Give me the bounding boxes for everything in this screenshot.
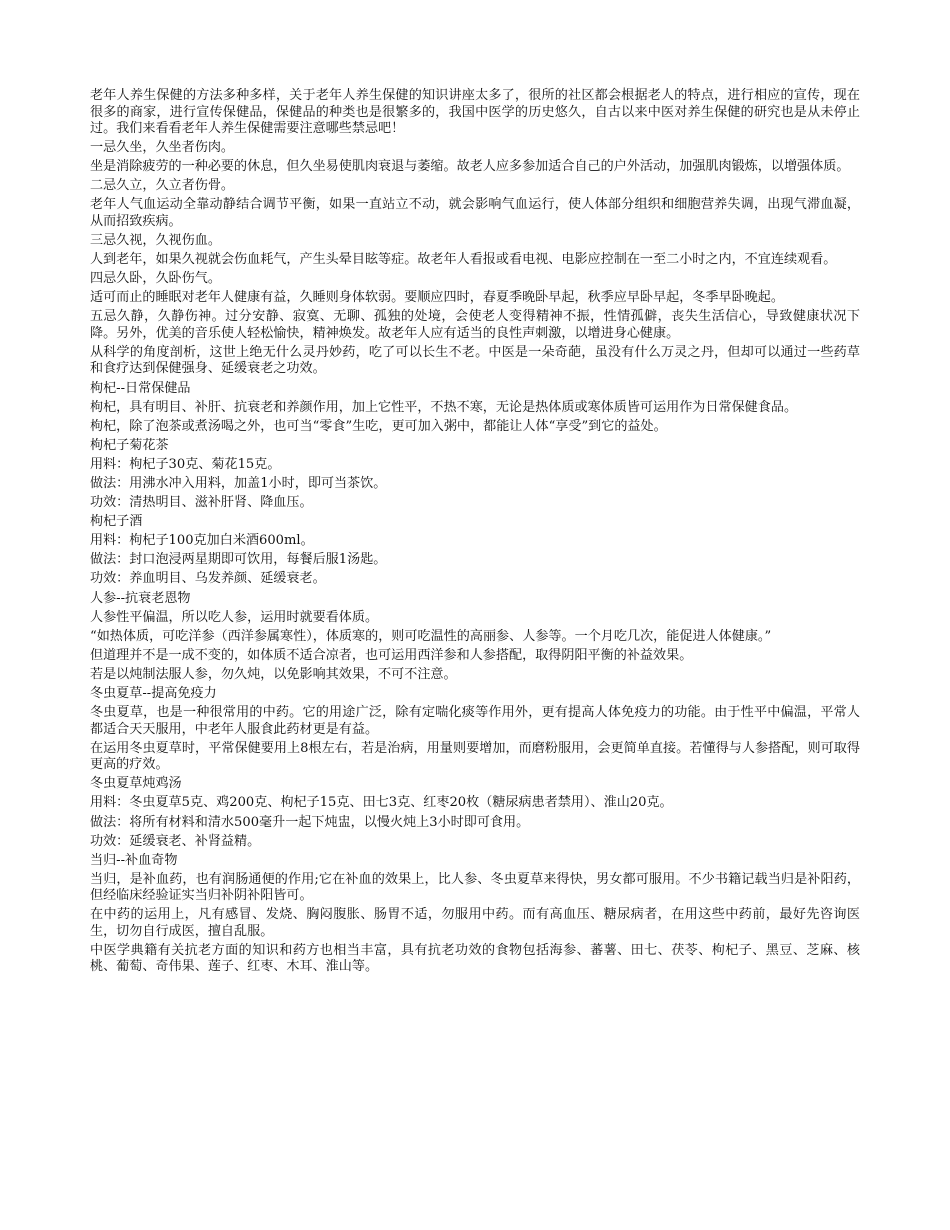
taboo-3-paragraph: 人到老年，如果久视就会伤血耗气，产生头晕目眩等症。故老年人看报或看电视、电影应控制在一至二小时之内，不宜连续观看。 [90,252,837,268]
conclusion-paragraph: 中医学典籍有关抗老方面的知识和药方也相当丰富，具有抗老功效的食物包括海参、蕃薯、田七、茯苓、枸杞子、黑豆、芝麻、核桃、葡萄、奇伟果、莲子、红枣、木耳、淮山等。 [90,942,860,975]
intro-paragraph: 老年人养生保健的方法多种多样，关于老年人养生保健的知识讲座太多了，很所的社区都会根据老人的特点，进行相应的宣传，现在很多的商家，进行宣传保健品，保健品的种类也是很繁多的，我国中医学的历史悠久，自古以来中医对养生保健的研究也是从未停止过。我们来看看老年人养生保健需要注意哪些禁忌吧！ [90,88,860,136]
goji-tea-effect: 功效：清热明目、滋补肝肾、降血压。 [90,495,313,511]
chicken-soup-effect: 功效：延缓衰老、补肾益精。 [90,833,261,849]
goji-tea-title: 枸杞子菊花茶 [90,437,169,453]
goji-paragraph-1: 枸杞，具有明目、补肝、抗衰老和养颜作用，加上它性平，不热不寒，无论是热体质或寒体质皆可运用作为日常保健食品。 [90,399,798,415]
ginseng-paragraph-3: 但道理并不是一成不变的，如体质不适合凉者，也可运用西洋参和人参搭配，取得阴阳平衡的补益效果。 [90,647,693,663]
taboo-3-heading: 三忌久视，久视伤血。 [90,232,221,248]
chicken-soup-ingredients: 用料：冬虫夏草5克、鸡200克、枸杞子15克、田七3克、红枣20枚（糖尿病患者禁用）、淮山20克。 [90,795,673,811]
science-paragraph: 从科学的角度剖析，这世上绝无什么灵丹妙药，吃了可以长生不老。中医是一朵奇葩，虽没有什么万灵之丹，但却可以通过一些药草和食疗达到保健强身、延缓衰老之功效。 [90,344,860,377]
goji-wine-ingredients: 用料：枸杞子100克加白米酒600ml。 [90,533,314,549]
goji-paragraph-2: 枸杞，除了泡茶或煮汤喝之外，也可当“零食”生吃，更可加入粥中，都能让人体“享受”到它的益处。 [90,418,667,434]
ginseng-heading: 人参--抗衰老恩物 [90,590,191,606]
document-body [90,88,860,979]
taboo-4-heading: 四忌久卧，久卧伤气。 [90,271,221,287]
ginseng-paragraph-4: 若是以炖制法服人参，勿久炖，以免影响其效果，不可不注意。 [90,666,457,682]
taboo-2-heading: 二忌久立，久立者伤骨。 [90,178,235,194]
taboo-2-paragraph: 老年人气血运动全靠动静结合调节平衡，如果一直站立不动，就会影响气血运行，使人体部分组织和细胞营养失调，出现气滞血凝，从而招致疾病。 [90,197,860,229]
taboo-1-paragraph: 坐是消除疲劳的一种必要的休息，但久坐易使肌肉衰退与萎缩。故老人应多参加适合自己的户外活动，加强肌肉锻炼，以增强体质。 [90,159,850,175]
cordyceps-heading: 冬虫夏草--提高免疫力 [90,686,217,702]
taboo-5-paragraph: 五忌久静，久静伤神。过分安静、寂寞、无聊、孤独的处境，会使老人变得精神不振，性情孤僻，丧失生活信心，导致健康状况下降。另外，优美的音乐使人轻松愉快，精神焕发。故老年人应有适当的良性声刺激，以增进身心健康。 [90,309,860,341]
taboo-1-heading: 一忌久坐，久坐者伤肉。 [90,140,235,156]
goji-wine-title: 枸杞子酒 [90,514,143,530]
goji-tea-method: 做法：用沸水冲入用料，加盖1小时，即可当茶饮。 [90,476,387,491]
ginseng-paragraph-1: 人参性平偏温，所以吃人参，运用时就要看体质。 [90,609,379,625]
ginseng-paragraph-2: “如热体质，可吃洋参（西洋参属寒性），体质寒的，则可吃温性的高丽参、人参等。一个月吃几次，能促进人体健康。” [90,628,772,644]
goji-wine-method: 做法：封口泡浸两星期即可饮用，每餐后服1汤匙。 [90,552,387,568]
advice-paragraph: 在中药的运用上，凡有感冒、发烧、胸闷腹胀、肠胃不适，勿服用中药。而有高血压、糖尿病者，在用这些中药前，最好先咨询医生，切勿自行成医，擅自乱服。 [90,907,860,939]
taboo-4-paragraph: 适可而止的睡眠对老年人健康有益，久睡则身体软弱。要顺应四时，春夏季晚卧早起，秋季应早卧早起，冬季早卧晚起。 [90,290,784,306]
goji-wine-effect: 功效：养血明目、乌发养颜、延缓衰老。 [90,571,326,587]
goji-tea-ingredients: 用料：枸杞子30克、菊花15克。 [90,456,281,472]
chicken-soup-title: 冬虫夏草炖鸡汤 [90,776,182,792]
chicken-soup-method: 做法：将所有材料和清水500毫升一起下炖盅，以慢火炖上3小时即可食用。 [90,814,530,830]
goji-heading: 枸杞--日常保健品 [90,380,191,396]
danggui-heading: 当归--补血奇物 [90,852,178,868]
danggui-paragraph: 当归，是补血药，也有润肠通便的作用;它在补血的效果上，比人参、冬虫夏草来得快，男女都可服用。不少书籍记载当归是补阳药，但经临床经验证实当归补阴补阳皆可。 [90,871,860,904]
cordyceps-paragraph-2: 在运用冬虫夏草时，平常保健要用上8根左右，若是治病，用量则要增加，而磨粉服用，会更简单直接。若懂得与人参搭配，则可取得更高的疗效。 [90,740,860,773]
cordyceps-paragraph-1: 冬虫夏草，也是一种很常用的中药。它的用途广泛，除有定喘化痰等作用外，更有提高人体免疫力的功能。由于性平中偏温，平常人都适合天天服用，中老年人服食此药材更是有益。 [90,705,860,737]
